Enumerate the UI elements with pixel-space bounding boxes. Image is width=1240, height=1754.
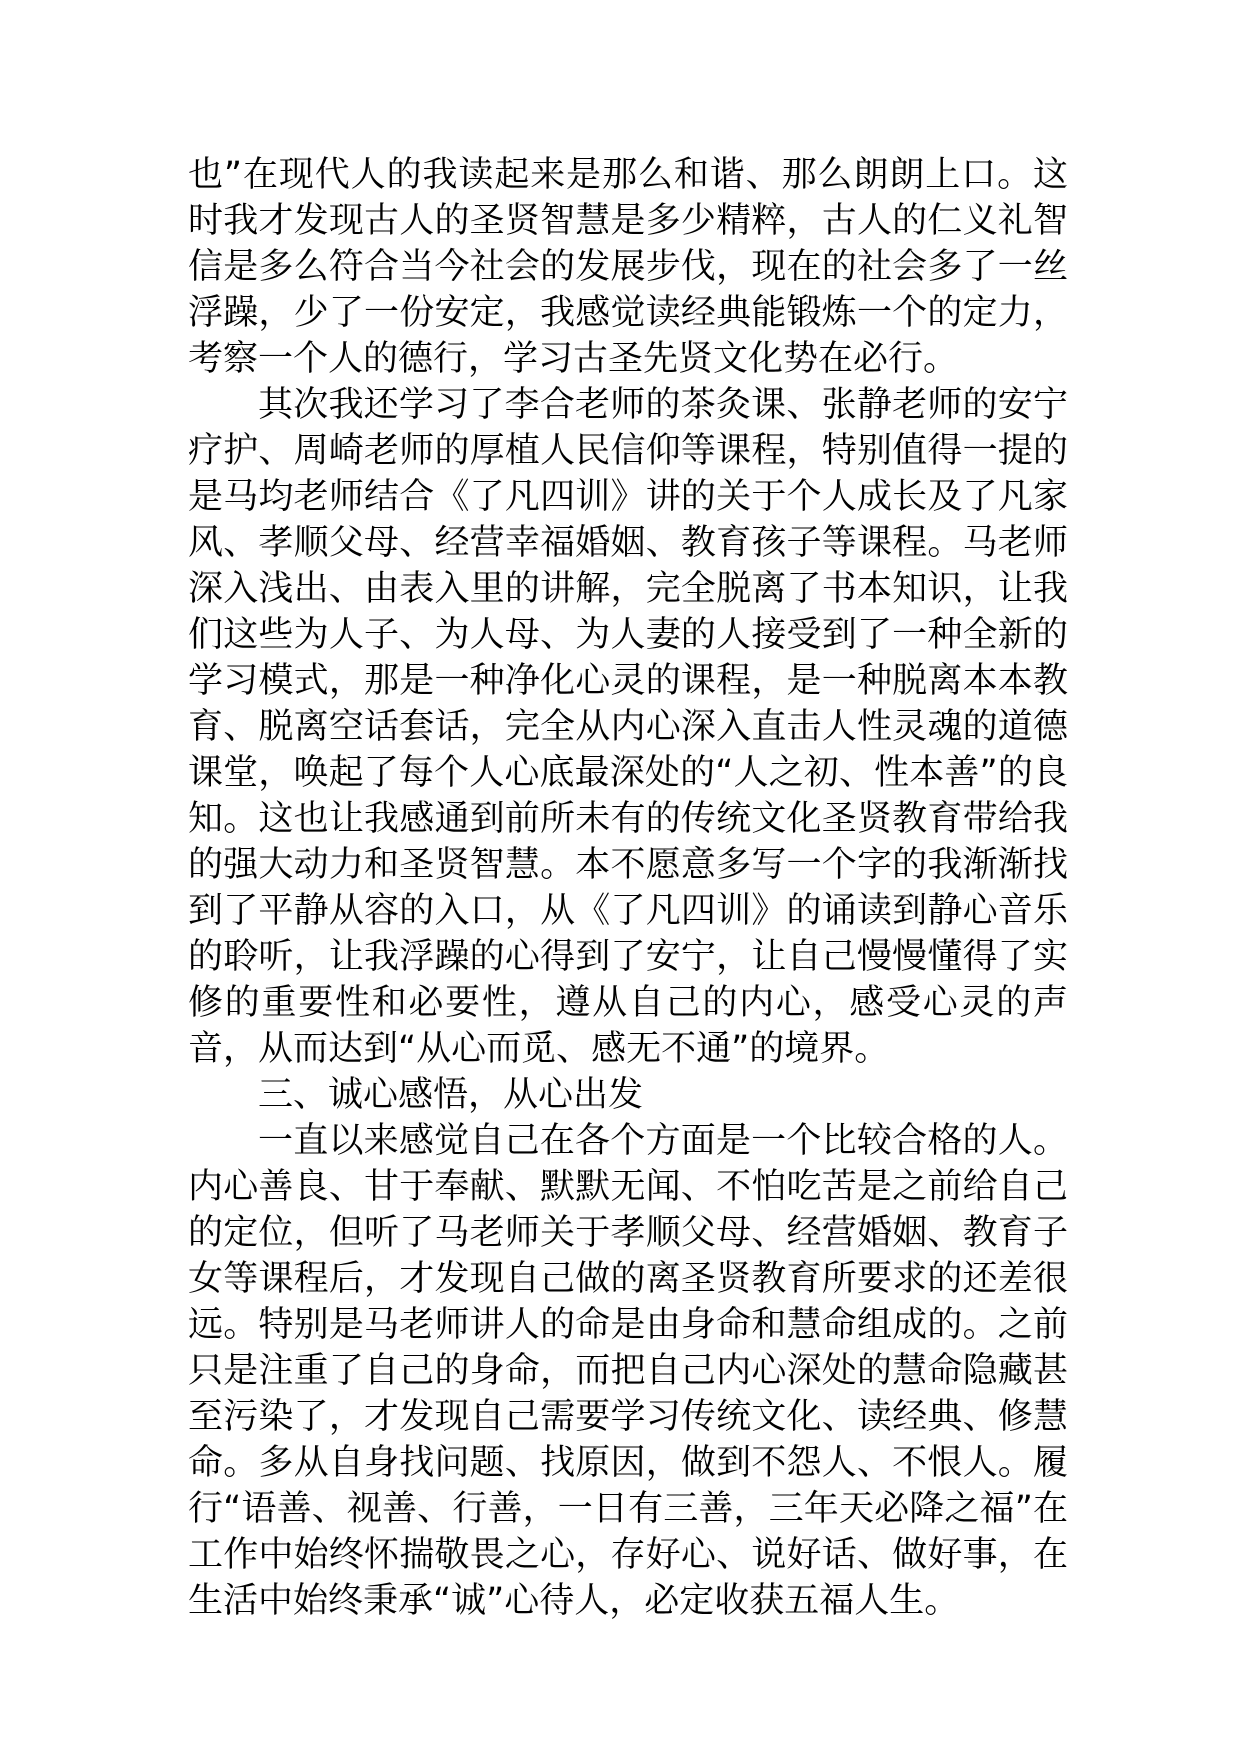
section-heading: 三、诚心感悟，从心出发 [258,1075,644,1115]
paragraph-continuation: 也”在现代人的我读起来是那么和谐、那么朗朗上口。这时我才发现古人的圣贤智慧是多少精粹，古人的仁义礼智信是多么符合当今社会的发展步伐，现在的社会多了一丝浮躁，少了一份安定，我感觉读经典能锻炼一个的定力，考察一个人的德行，学习古圣先贤文化势在必行。 [188,155,1068,379]
document-body [188,152,1068,1624]
paragraph-courses: 其次我还学习了李合老师的茶灸课、张静老师的安宁疗护、周崎老师的厚植人民信仰等课程，特别值得一提的是马均老师结合《了凡四训》讲的关于个人成长及了凡家风、孝顺父母、经营幸福婚姻、教育孩子等课程。马老师深入浅出、由表入里的讲解，完全脱离了书本知识，让我们这些为人子、为人母、为人妻的人接受到了一种全新的学习模式，那是一种净化心灵的课程，是一种脱离本本教育、脱离空话套话，完全从内心深入直击人性灵魂的道德课堂，唤起了每个人心底最深处的“人之初、性本善”的良知。这也让我感通到前所未有的传统文化圣贤教育带给我的强大动力和圣贤智慧。本不愿意多写一个字的我渐渐找到了平静从容的入口，从《了凡四训》的诵读到静心音乐的聆听，让我浮躁的心得到了安宁，让自己慢慢懂得了实修的重要性和必要性，遵从自己的内心，感受心灵的声音，从而达到“从心而觅、感无不通”的境界。 [188,385,1068,1069]
paragraph-reflection: 一直以来感觉自己在各个方面是一个比较合格的人。内心善良、甘于奉献、默默无闻、不怕吃苦是之前给自己的定位，但听了马老师关于孝顺父母、经营婚姻、教育子女等课程后，才发现自己做的离圣贤教育所要求的还差很远。特别是马老师讲人的命是由身命和慧命组成的。之前只是注重了自己的身命，而把自己内心深处的慧命隐藏甚至污染了，才发现自己需要学习传统文化、读经典、修慧命。多从自身找问题、找原因，做到不怨人、不恨人。履行“语善、视善、行善，一日有三善，三年天必降之福”在工作中始终怀揣敬畏之心，存好心、说好话、做好事，在生活中始终秉承“诚”心待人，必定收获五福人生。 [188,1121,1068,1621]
